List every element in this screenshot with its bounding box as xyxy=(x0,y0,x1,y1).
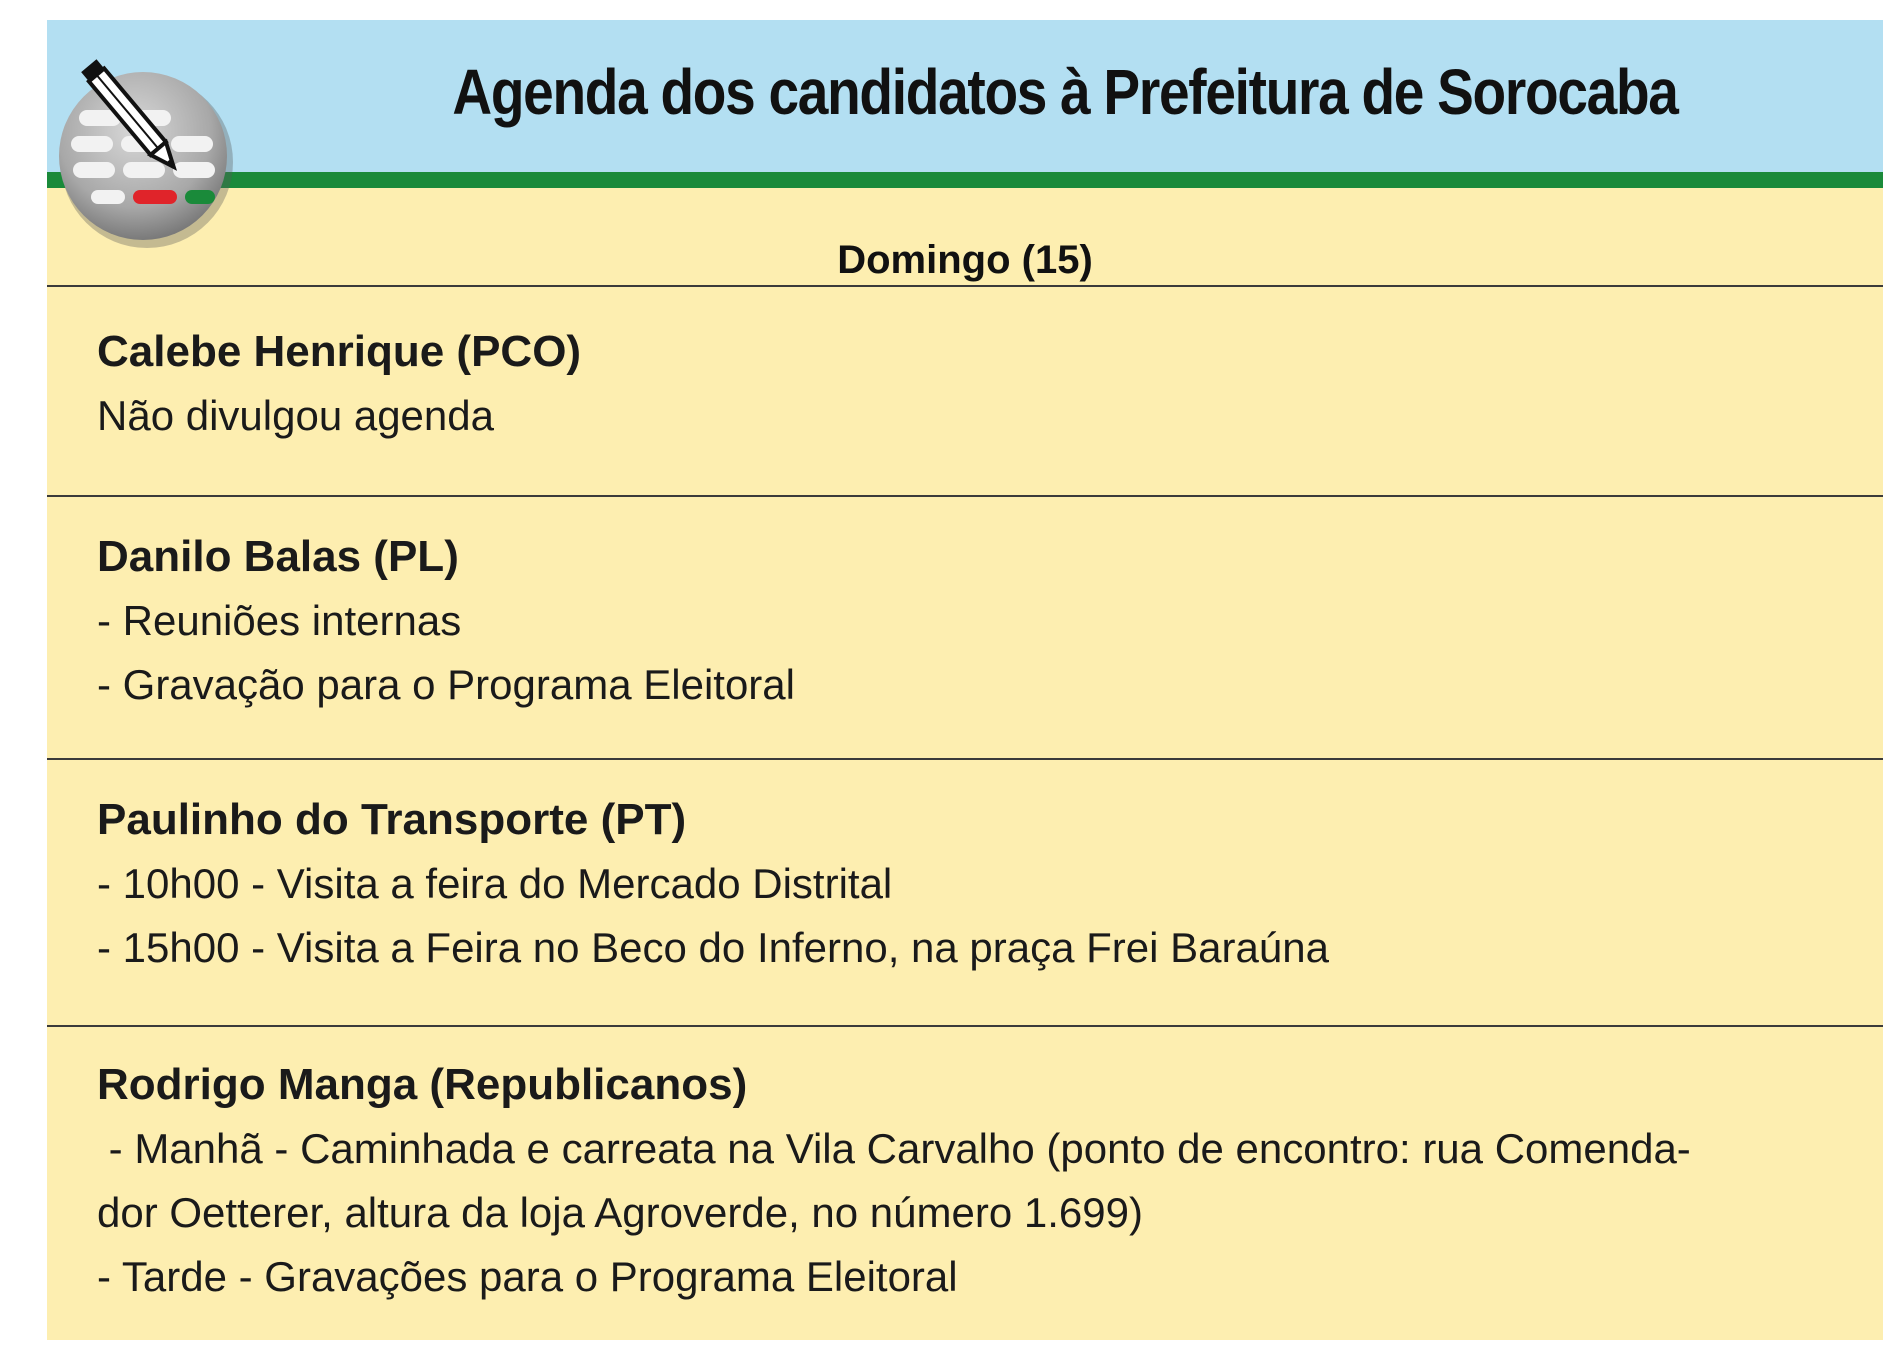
divider xyxy=(47,1025,1883,1027)
candidate-block xyxy=(97,525,1843,717)
agenda-line: - Manhã - Caminhada e carreata na Vila Carvalho (ponto de encontro: rua Comenda- xyxy=(97,1125,1691,1172)
header-banner xyxy=(47,20,1883,172)
agenda-line: Não divulgou agenda xyxy=(97,392,494,439)
divider xyxy=(47,758,1883,760)
agenda-line: - Tarde - Gravações para o Programa Eleitoral xyxy=(97,1253,958,1300)
candidate-name: Rodrigo Manga (Republicanos) xyxy=(97,1060,748,1109)
candidate-block xyxy=(97,320,1843,448)
header-stripe xyxy=(47,172,1883,188)
agenda-line: - Gravação para o Programa Eleitoral xyxy=(97,661,795,708)
candidate-name: Paulinho do Transporte (PT) xyxy=(97,795,687,844)
day-label: Domingo (15) xyxy=(837,238,1093,282)
candidate-name: Calebe Henrique (PCO) xyxy=(97,327,582,376)
agenda-line: dor Oetterer, altura da loja Agroverde, no número 1.699) xyxy=(97,1189,1143,1236)
candidate-block xyxy=(97,788,1843,980)
divider xyxy=(47,495,1883,497)
candidate-block xyxy=(97,1053,1843,1309)
agenda-line: - Reuniões internas xyxy=(97,597,462,644)
agenda-card xyxy=(47,20,1883,1340)
candidate-name: Danilo Balas (PL) xyxy=(97,532,459,581)
page-title: Agenda dos candidatos à Prefeitura de Sorocaba xyxy=(452,56,1678,128)
agenda-line: - 10h00 - Visita a feira do Mercado Distrital xyxy=(97,860,893,907)
ballot-pencil-icon xyxy=(57,50,257,260)
divider xyxy=(47,285,1883,287)
agenda-line: - 15h00 - Visita a Feira no Beco do Inferno, na praça Frei Baraúna xyxy=(97,924,1329,971)
